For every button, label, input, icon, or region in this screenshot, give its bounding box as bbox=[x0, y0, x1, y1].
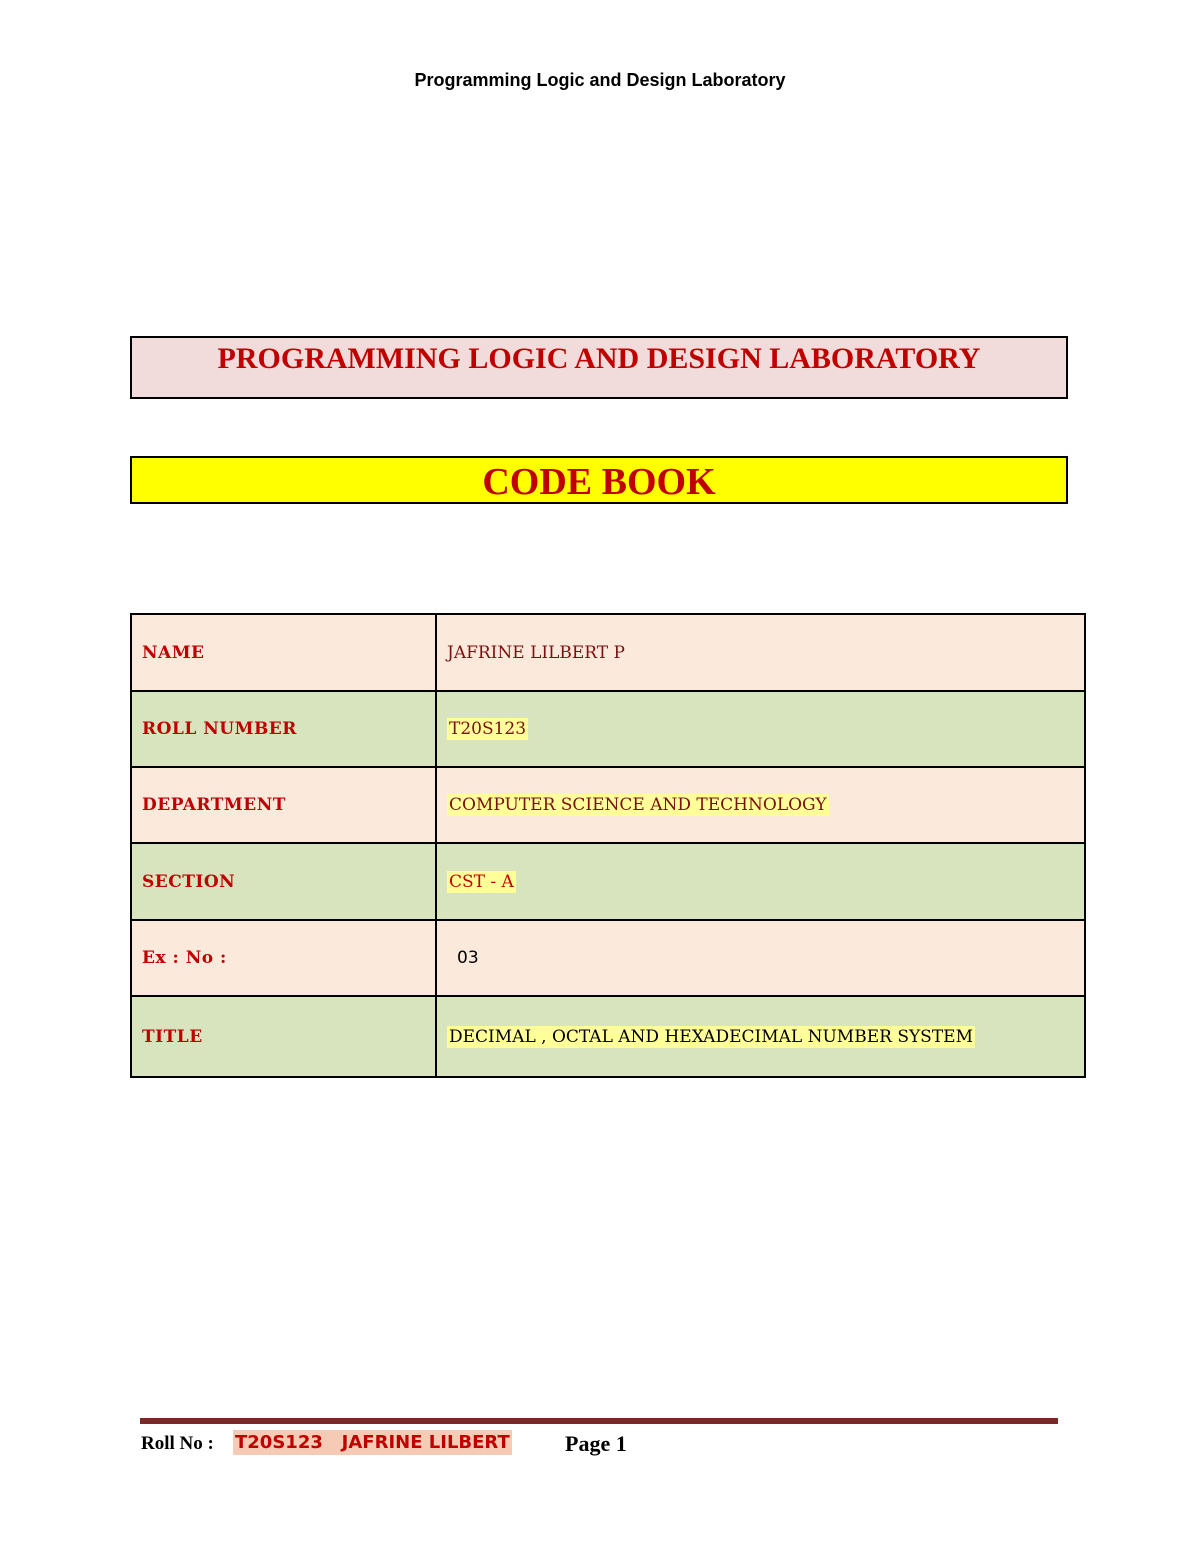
table-row-roll-number bbox=[131, 691, 1085, 767]
section-value: CST - A bbox=[449, 871, 514, 892]
document-title: PROGRAMMING LOGIC AND DESIGN LABORATORY bbox=[217, 342, 981, 375]
roll-number-label: ROLL NUMBER bbox=[131, 691, 436, 767]
roll-number-value: T20S123 bbox=[449, 719, 527, 739]
page-header: Programming Logic and Design Laboratory bbox=[414, 70, 786, 90]
footer-roll-label: Roll No : bbox=[141, 1433, 214, 1454]
department-value: COMPUTER SCIENCE AND TECHNOLOGY bbox=[449, 795, 827, 815]
page-footer bbox=[141, 1430, 1041, 1460]
ex-no-label: Ex : No : bbox=[131, 920, 436, 996]
ex-no-value-cell bbox=[436, 920, 1085, 996]
section-label: SECTION bbox=[131, 843, 436, 920]
table-row-title bbox=[131, 996, 1085, 1077]
table-row-name bbox=[131, 614, 1085, 691]
title-value: DECIMAL , OCTAL AND HEXADECIMAL NUMBER SYSTEM bbox=[449, 1026, 973, 1047]
codebook-heading: CODE BOOK bbox=[482, 461, 716, 503]
title-label: TITLE bbox=[131, 996, 436, 1077]
footer-roll-value: T20S123 JAFRINE LILBERT bbox=[235, 1432, 510, 1453]
title-box bbox=[130, 336, 1068, 399]
table-row-section bbox=[131, 843, 1085, 920]
codebook-box bbox=[130, 456, 1068, 504]
title-value-cell bbox=[436, 996, 1085, 1077]
footer-page-number: Page 1 bbox=[565, 1431, 627, 1456]
department-value-cell bbox=[436, 767, 1085, 843]
department-label: DEPARTMENT bbox=[131, 767, 436, 843]
footer-divider bbox=[140, 1418, 1058, 1424]
info-table bbox=[130, 613, 1086, 1078]
table-row-ex-no bbox=[131, 920, 1085, 996]
name-label: NAME bbox=[131, 614, 436, 691]
name-value: JAFRINE LILBERT P bbox=[447, 642, 625, 663]
ex-no-value: 03 bbox=[457, 948, 479, 968]
table-row-department bbox=[131, 767, 1085, 843]
roll-number-value-cell bbox=[436, 691, 1085, 767]
name-value-cell bbox=[436, 614, 1085, 691]
section-value-cell bbox=[436, 843, 1085, 920]
